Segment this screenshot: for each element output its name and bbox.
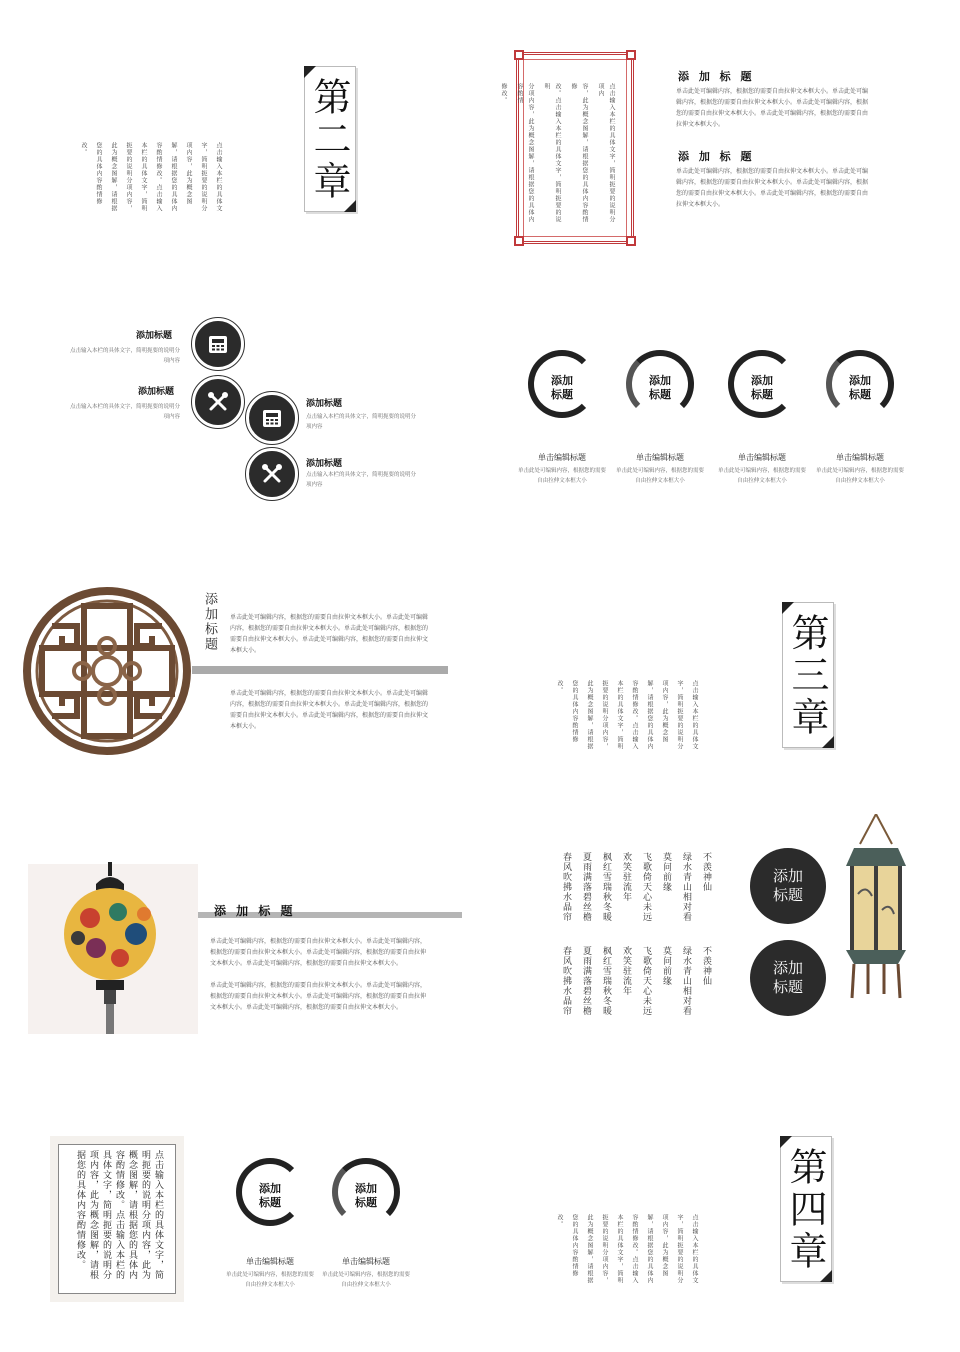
section-body: 单击此处可编辑内容，根据您的需要自由拉伸文本框大小。单击此处可编辑内容，根据您的需要自由拉伸文本框大小。单击此处可编辑内容，根据您的需要自由拉伸文本框大小。单击此处可编辑内容，根据您的需要自由拉伸文本框大小。 (210, 938, 427, 967)
phone-icon (246, 392, 298, 444)
phone-icon (192, 318, 244, 370)
title-circle (750, 940, 826, 1016)
text-column: 此为概念图解，请根据 (110, 142, 117, 212)
ring-desc: 单击此处可编辑内容，根据您的需要自由拉伸文本框大小 (616, 468, 705, 484)
ring-label: 添加 标题 (751, 374, 773, 401)
text-column: 解，请根据您的具体内 (646, 1214, 653, 1284)
text-column: 改。 (556, 680, 563, 694)
text-column: 本栏的具体文字，简明 (616, 1214, 623, 1284)
text-column: 修改。 (500, 83, 507, 104)
corner-decoration (344, 200, 356, 212)
text-column: 字，简明扼要的说明分 (200, 142, 207, 212)
ornate-red-frame (500, 52, 634, 244)
section-title: 添 加 标 题 (678, 70, 755, 83)
poem-line: 枫红雪瑞秋冬暖 (601, 946, 611, 1016)
vertical-text-block (78, 142, 224, 222)
gray-divider-bar (192, 666, 448, 674)
chapter-card (782, 602, 834, 748)
poem-line: 欢笑驻流年 (621, 946, 631, 996)
text-column: 改。 (556, 1214, 563, 1228)
item-desc: 点击输入本栏的具体文字，简明扼要的说明分项内容 (306, 414, 417, 430)
item-title: 添加标题 (306, 399, 343, 409)
corner-decoration (822, 736, 834, 748)
tools-icon (192, 376, 244, 428)
text-column: 您的具体内容酌情修 (95, 142, 102, 205)
section-body: 单击此处可编辑内容，根据您的需要自由拉伸文本框大小。单击此处可编辑内容，根据您的需要自由拉伸文本框大小。单击此处可编辑内容，根据您的需要自由拉伸文本框大小。单击此处可编辑内容，根据您的需要自由拉伸文本框大小。 (230, 614, 429, 654)
slide-four-rings (480, 270, 960, 540)
text-column: 点击输入本栏的具体文字，简明扼要的说明分项内 (597, 83, 615, 223)
item-desc: 点击输入本栏的具体文字，简明扼要的说明分项内容 (70, 348, 181, 364)
item-title: 添加标题 (136, 331, 173, 341)
ring-desc: 单击此处可编辑内容，根据您的需要自由拉伸文本框大小 (718, 468, 807, 484)
text-column: 此为概念图解，请根据 (586, 680, 593, 750)
lattice-window-image (22, 586, 192, 756)
circle-label: 添加 标题 (772, 867, 803, 904)
section-title-vertical: 添加标题 (202, 592, 217, 652)
poem-line: 欢笑驻流年 (621, 852, 631, 902)
text-box-background (50, 1136, 184, 1302)
poem-block (560, 852, 712, 938)
section-body: 单击此处可编辑内容，根据您的需要自由拉伸文本框大小。单击此处可编辑内容，根据您的需要自由拉伸文本框大小。单击此处可编辑内容，根据您的需要自由拉伸文本框大小。单击此处可编辑内容，根据您的需要自由拉伸文本框大小。 (676, 88, 869, 128)
vertical-text-block (554, 1214, 700, 1294)
corner-decoration (820, 1270, 832, 1282)
text-column: 您的具体内容酌情修 (571, 680, 578, 743)
text-column: 点击输入本栏的具体文 (691, 1214, 698, 1284)
ring-label: 添加 标题 (259, 1182, 281, 1209)
ring-title: 单击编辑标题 (738, 453, 786, 462)
title-circle (750, 848, 826, 924)
text-column: 容酌情修改。点击输入 (631, 680, 638, 750)
slide-lantern-illustration (0, 810, 480, 1080)
lantern-icon (56, 862, 166, 1042)
chapter-card (304, 66, 356, 212)
circle-label: 添加 标题 (772, 959, 803, 996)
chapter-title: 第三章 (785, 613, 829, 739)
ring-label: 添加 标题 (355, 1182, 377, 1209)
poem-line: 夏雨满落碧丝檐 (581, 852, 591, 922)
ring-desc: 单击此处可编辑内容，根据您的需要自由拉伸文本框大小 (518, 468, 607, 484)
text-column: 项内容，此为概念图 (661, 1214, 668, 1277)
poem-block (560, 946, 712, 1032)
ring-desc: 单击此处可编辑内容，根据您的需要自由拉伸文本框大小 (321, 1272, 410, 1288)
text-column: 项内容，此为概念图 (661, 680, 668, 743)
slide-chapter-2 (0, 0, 480, 270)
ring-label: 添加 标题 (551, 374, 573, 401)
text-column: 本栏的具体文字，简明 (140, 142, 147, 212)
poem-line: 不羡神仙 (701, 852, 711, 892)
section-body: 单击此处可编辑内容，根据您的需要自由拉伸文本框大小。单击此处可编辑内容，根据您的需要自由拉伸文本框大小。单击此处可编辑内容，根据您的需要自由拉伸文本框大小。单击此处可编辑内容，根据您的需要自由拉伸文本框大小。 (230, 690, 429, 730)
text-column: 点击输入本栏的具体文 (215, 142, 222, 212)
chapter-title: 第二章 (307, 77, 351, 203)
text-column: 点击输入本栏的具体文 (691, 680, 698, 750)
ring-title: 单击编辑标题 (538, 453, 586, 462)
text-column: 字，简明扼要的说明分 (676, 1214, 683, 1284)
section-body: 单击此处可编辑内容，根据您的需要自由拉伸文本框大小。单击此处可编辑内容，根据您的需要自由拉伸文本框大小。单击此处可编辑内容，根据您的需要自由拉伸文本框大小。单击此处可编辑内容，根据您的需要自由拉伸文本框大小。 (676, 168, 869, 208)
slide-chapter-3 (480, 540, 960, 810)
slide-lattice-window (0, 540, 480, 810)
slide-poem (480, 810, 960, 1080)
text-column: 容酌情修改。点击输入 (631, 1214, 638, 1284)
item-desc: 点击输入本栏的具体文字，简明扼要的说明分项内容 (306, 472, 417, 488)
poem-line: 春风吹拂水晶帘 (561, 852, 571, 922)
ring-desc: 单击此处可编辑内容，根据您的需要自由拉伸文本框大小 (816, 468, 905, 484)
slide-framed-text (480, 0, 960, 270)
poem-line: 莫问前缘 (661, 946, 671, 986)
poem-line: 春风吹拂水晶帘 (561, 946, 571, 1016)
slide-icon-list (0, 270, 480, 540)
ring-label: 添加 标题 (849, 374, 871, 401)
slide-chapter-4 (480, 1080, 960, 1350)
text-column: 扼要的说明分项内容， (601, 1214, 608, 1284)
text-column: 改。 (80, 142, 87, 156)
poem-line: 不羡神仙 (701, 946, 711, 986)
text-column: 此为概念图解，请根据 (586, 1214, 593, 1284)
poem-line: 夏雨满落碧丝檐 (581, 946, 591, 1016)
text-column: 扼要的说明分项内容， (125, 142, 132, 212)
ring-title: 单击编辑标题 (342, 1257, 390, 1266)
text-column: 本栏的具体文字，简明 (616, 680, 623, 750)
text-column: 解，请根据您的具体内 (646, 680, 653, 750)
item-desc: 点击输入本栏的具体文字，简明扼要的说明分项内容 (70, 404, 181, 420)
poem-line: 绿水青山相对看 (681, 852, 691, 922)
text-column: 字，简明扼要的说明分 (676, 680, 683, 750)
tools-icon (246, 448, 298, 500)
hanging-lantern-image (840, 814, 912, 1000)
section-body: 单击此处可编辑内容，根据您的需要自由拉伸文本框大小。单击此处可编辑内容，根据您的需要自由拉伸文本框大小。单击此处可编辑内容，根据您的需要自由拉伸文本框大小。单击此处可编辑内容，根据您的需要自由拉伸文本框大小。 (210, 982, 427, 1011)
text-column: 解，请根据您的具体内 (170, 142, 177, 212)
text-column: 分项内容，此为概念图解，请根据您的具体内容酌情 (516, 83, 534, 223)
poem-line: 飞歌倚天心未远 (641, 946, 651, 1016)
text-column: 容酌情修改。点击输入 (155, 142, 162, 212)
chapter-card (780, 1136, 832, 1282)
item-title: 添加标题 (138, 387, 175, 397)
ring-title: 单击编辑标题 (636, 453, 684, 462)
text-column: 您的具体内容酌情修 (571, 1214, 578, 1277)
section-title: 添 加 标 题 (214, 904, 296, 918)
text-column: 项内容，此为概念图 (185, 142, 192, 205)
text-column: 改。点击输入本栏的具体文字，简明扼要的说明 (543, 83, 561, 223)
text-column: 扼要的说明分项内容， (601, 680, 608, 750)
poem-line: 飞歌倚天心未远 (641, 852, 651, 922)
poem-line: 绿水青山相对看 (681, 946, 691, 1016)
box-vertical-text: 点击输入本栏的具体文字，简明扼要的说明分项内容，此为概念图解，请根据您的具体内容酌情修改。点击输入本栏的具体文字，简明扼要的说明分项内容，此为概念图解，请根据您的具体内容酌情修改。 (75, 1150, 163, 1280)
slide-box-rings (0, 1080, 480, 1350)
ring-label: 添加 标题 (649, 374, 671, 401)
poem-line: 莫问前缘 (661, 852, 671, 892)
poem-line: 枫红雪瑞秋冬暖 (601, 852, 611, 922)
section-title: 添 加 标 题 (678, 150, 755, 163)
ring-title: 单击编辑标题 (836, 453, 884, 462)
chapter-title: 第四章 (783, 1147, 827, 1273)
vertical-text-block (554, 680, 700, 760)
ring-title: 单击编辑标题 (246, 1257, 294, 1266)
ring-desc: 单击此处可编辑内容，根据您的需要自由拉伸文本框大小 (225, 1272, 314, 1288)
text-column: 容，此为概念图解，请根据您的具体内容酌情修 (570, 83, 588, 223)
item-title: 添加标题 (306, 459, 343, 469)
